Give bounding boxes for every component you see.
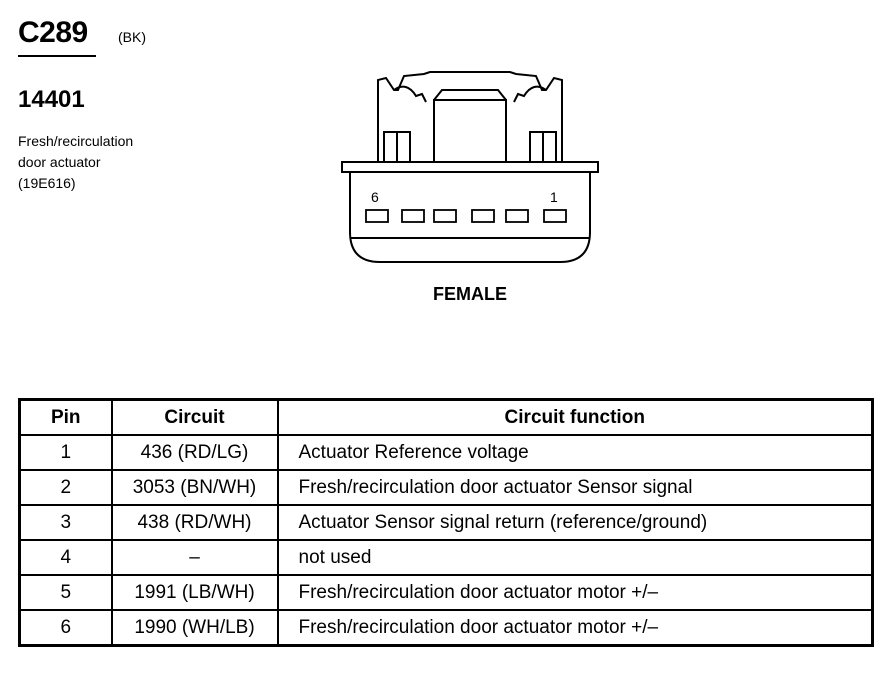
circuit-cell: 1991 (LB/WH)	[112, 575, 278, 610]
connector-top-housing	[378, 72, 562, 162]
function-cell: Fresh/recirculation door actuator motor +/–	[278, 575, 873, 610]
connector-body	[350, 172, 590, 262]
function-cell: Fresh/recirculation door actuator motor +/–	[278, 610, 873, 646]
pin-cell: 6	[20, 610, 112, 646]
circuit-cell: –	[112, 540, 278, 575]
pin-cavity-5	[402, 210, 424, 222]
circuit-cell: 438 (RD/WH)	[112, 505, 278, 540]
pin-cavity-1	[544, 210, 566, 222]
pin-label-right: 1	[550, 189, 558, 205]
pin-label-left: 6	[371, 189, 379, 205]
function-cell: Fresh/recirculation door actuator Sensor signal	[278, 470, 873, 505]
connector-face-diagram	[338, 70, 602, 270]
connector-center-lock-top	[434, 90, 506, 100]
pin-cavity-4	[434, 210, 456, 222]
pin-cavity-6	[366, 210, 388, 222]
function-cell: Actuator Sensor signal return (reference/ground)	[278, 505, 873, 540]
header-pin: Pin	[20, 400, 112, 436]
pin-cell: 3	[20, 505, 112, 540]
circuit-cell: 1990 (WH/LB)	[112, 610, 278, 646]
pin-cavity-3	[472, 210, 494, 222]
part-number: 14401	[18, 86, 85, 113]
pinout-table	[18, 398, 874, 647]
pin-cell: 1	[20, 435, 112, 470]
table-row	[20, 540, 873, 575]
header-circuit: Circuit	[112, 400, 278, 436]
function-cell: not used	[278, 540, 873, 575]
pin-cell: 4	[20, 540, 112, 575]
circuit-cell: 436 (RD/LG)	[112, 435, 278, 470]
table-row	[20, 610, 873, 646]
header-circuit-function: Circuit function	[278, 400, 873, 436]
circuit-cell: 3053 (BN/WH)	[112, 470, 278, 505]
pin-cell: 5	[20, 575, 112, 610]
description-line-1: Fresh/recirculation	[18, 133, 134, 149]
connector-id-underline	[18, 55, 96, 57]
pin-cavity-2	[506, 210, 528, 222]
function-cell: Actuator Reference voltage	[278, 435, 873, 470]
table-row	[20, 435, 873, 470]
table-row	[20, 470, 873, 505]
description-line-3: (19E616)	[18, 175, 76, 191]
table-row	[20, 575, 873, 610]
connector-gender-label: FEMALE	[433, 284, 507, 304]
table-header-row	[20, 400, 873, 436]
connector-id: C289	[18, 16, 88, 49]
description-line-2: door actuator	[18, 154, 101, 170]
table-row	[20, 505, 873, 540]
pin-cell: 2	[20, 470, 112, 505]
connector-flange	[342, 162, 598, 172]
connector-color: (BK)	[118, 29, 146, 45]
connector-center-lock	[434, 100, 506, 162]
